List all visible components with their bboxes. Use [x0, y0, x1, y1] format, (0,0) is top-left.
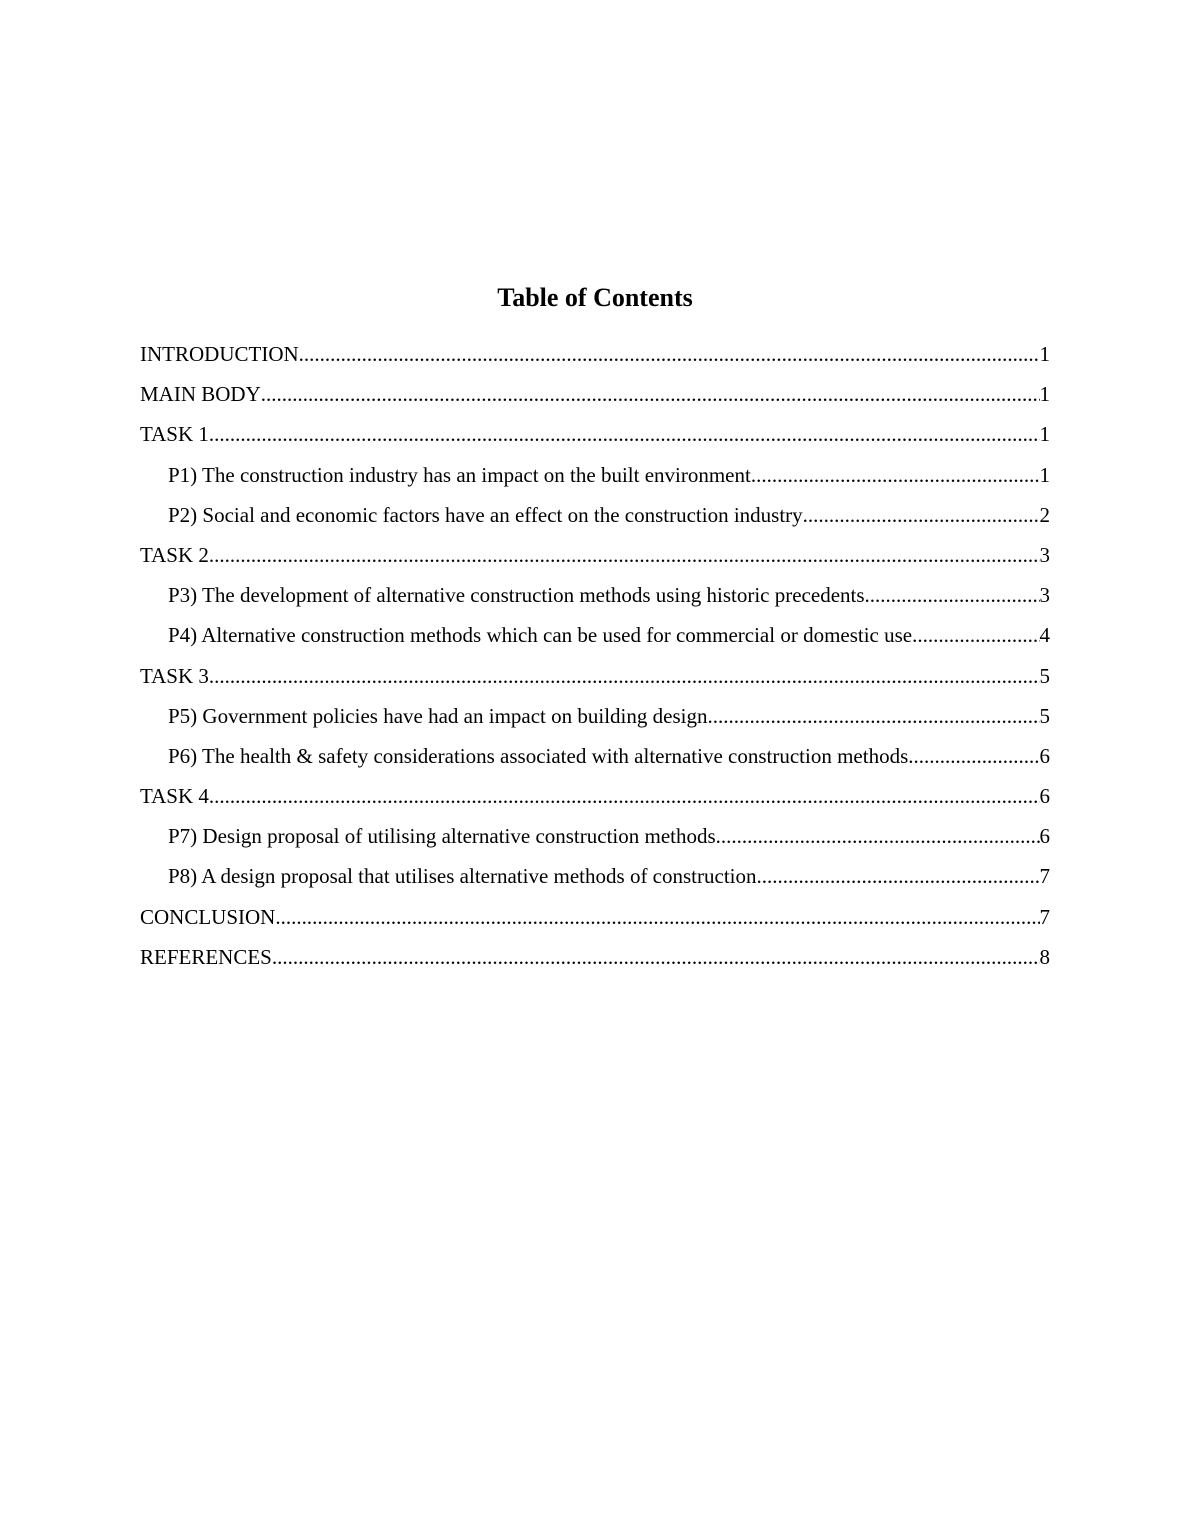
toc-entry-introduction[interactable]: [140, 338, 1050, 378]
toc-entry-label: REFERENCES: [140, 944, 272, 969]
toc-page-number: 1: [1039, 382, 1050, 407]
toc-dot-leader: [865, 579, 1040, 611]
toc-page-number: 8: [1039, 944, 1050, 969]
toc-page-number: 3: [1039, 542, 1050, 567]
toc-dot-leader: [707, 700, 1039, 732]
toc-page-number: 2: [1039, 502, 1050, 527]
toc-dot-leader: [757, 860, 1040, 892]
toc-page-number: 6: [1039, 784, 1050, 809]
toc-page-number: 6: [1039, 824, 1050, 849]
toc-dot-leader: [275, 901, 1039, 933]
toc-page-number: 6: [1039, 743, 1050, 768]
toc-dot-leader: [751, 459, 1040, 491]
toc-page-number: 7: [1039, 864, 1050, 889]
toc-entry-label: P4) Alternative construction methods which can be used for commercial or domestic use: [168, 623, 913, 648]
toc-entry-task-3[interactable]: [140, 660, 1050, 700]
toc-entry-conclusion[interactable]: [140, 901, 1050, 941]
toc-entry-label: P3) The development of alternative construction methods using historic precedents: [168, 583, 865, 608]
toc-entry-label: P8) A design proposal that utilises alternative methods of construction: [168, 864, 757, 889]
toc-entry-p6[interactable]: [140, 740, 1050, 780]
toc-entry-p3[interactable]: [140, 579, 1050, 619]
toc-dot-leader: [209, 660, 1040, 692]
toc-entry-label: P1) The construction industry has an impact on the built environment: [168, 462, 751, 487]
toc-dot-leader: [272, 941, 1040, 973]
toc-page-number: 7: [1039, 904, 1050, 929]
toc-page-number: 1: [1039, 342, 1050, 366]
toc-dot-leader: [209, 780, 1040, 812]
toc-list: [140, 338, 1050, 981]
toc-entry-label: P2) Social and economic factors have an effect on the construction industry: [168, 502, 803, 527]
toc-dot-leader: [299, 338, 1040, 370]
toc-entry-p8[interactable]: [140, 860, 1050, 900]
toc-entry-label: P7) Design proposal of utilising alternative construction methods: [168, 824, 716, 849]
toc-entry-task-1[interactable]: [140, 418, 1050, 458]
toc-page-number: 4: [1039, 623, 1050, 648]
toc-entry-label: TASK 1: [140, 422, 209, 447]
toc-page-number: 5: [1039, 663, 1050, 688]
toc-dot-leader: [209, 539, 1040, 571]
toc-page-number: 5: [1039, 703, 1050, 728]
toc-entry-p4[interactable]: [140, 619, 1050, 659]
toc-dot-leader: [912, 619, 1039, 651]
toc-dot-leader: [209, 418, 1040, 450]
toc-title: Table of Contents: [497, 283, 693, 312]
toc-entry-task-4[interactable]: [140, 780, 1050, 820]
toc-entry-label: TASK 2: [140, 542, 209, 567]
toc-entry-p7[interactable]: [140, 820, 1050, 860]
toc-page-number: 3: [1039, 583, 1050, 608]
toc-entry-label: MAIN BODY: [140, 382, 261, 407]
toc-dot-leader: [803, 499, 1040, 531]
toc-entry-p5[interactable]: [140, 700, 1050, 740]
toc-entry-label: TASK 4: [140, 784, 209, 809]
toc-page-number: 1: [1039, 422, 1050, 447]
toc-entry-label: CONCLUSION: [140, 904, 276, 929]
toc-entry-label: P5) Government policies have had an impact on building design: [168, 703, 708, 728]
toc-entry-label: P6) The health & safety considerations associated with alternative construction methods: [168, 743, 909, 768]
toc-dot-leader: [908, 740, 1039, 772]
toc-entry-references[interactable]: [140, 941, 1050, 981]
toc-dot-leader: [261, 378, 1040, 410]
toc-entry-label: TASK 3: [140, 663, 209, 688]
toc-dot-leader: [716, 820, 1040, 852]
toc-entry-p1[interactable]: [140, 459, 1050, 499]
toc-page-number: 1: [1039, 462, 1050, 487]
toc-entry-task-2[interactable]: [140, 539, 1050, 579]
toc-entry-main-body[interactable]: [140, 378, 1050, 418]
toc-entry-label: INTRODUCTION: [140, 342, 299, 366]
toc-entry-p2[interactable]: [140, 499, 1050, 539]
